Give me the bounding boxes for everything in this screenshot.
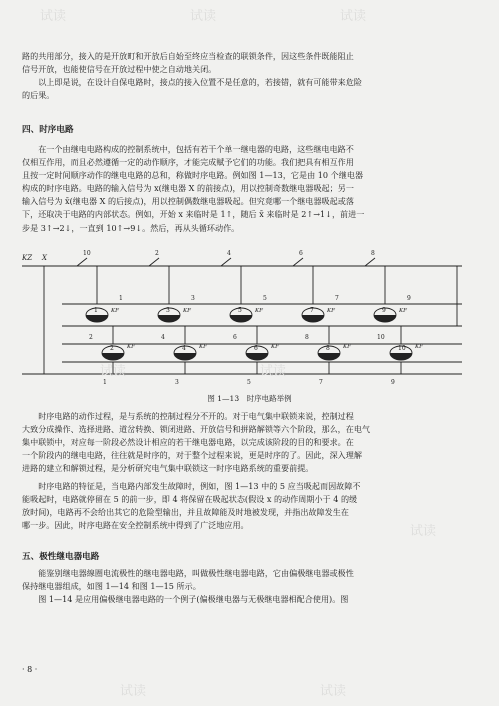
sequential-circuit-diagram: [22, 244, 482, 390]
relay-coil-fill: [390, 353, 412, 360]
contact-label: 5: [263, 295, 267, 302]
contact-symbol: [365, 258, 375, 266]
text-line: 能吸起时，电路就停留在 5 的前一步，即 4 将保留在吸起状态(假设 x 的动作周期小于 4 的缓: [22, 494, 358, 505]
contact-label: 8: [305, 334, 309, 341]
relay-coil-fill: [374, 315, 396, 322]
contact-label: 8: [371, 250, 375, 257]
relay-number: 10: [398, 345, 406, 352]
paragraph-fault-behavior: [22, 480, 478, 532]
contact-label: 7: [319, 379, 323, 386]
relay-coil-fill: [230, 315, 252, 322]
paragraph-polar-intro: [22, 567, 478, 606]
relay-coil-fill: [246, 353, 268, 360]
relay-kf-label: KF: [343, 344, 351, 350]
text-line: 路的共用部分，接入的是开放町和开放后自始至终应当检查的联锁条件，因这些条件既能阻止: [22, 51, 354, 61]
relay-number: 2: [110, 345, 114, 352]
contact-symbol: [77, 258, 87, 266]
text-line: 以上即是说，在设计自保电路时，接点的接入位置不是任意的，若接错，就有可能带来危险: [22, 77, 362, 88]
text-line: 构成的时序电路。电路的输入信号为 x(继电器 X 的前接点)，用以控制奇数继电器吸起；另一: [22, 183, 354, 194]
contact-label: 4: [161, 334, 165, 341]
input-label-kz: KZ: [22, 254, 33, 262]
text-line: 下，还取决于电路的内部状态。例如，开始 x 来临时是 1↑，随后 x̄ 来临时是 2↑→1↓，前进一: [22, 209, 365, 220]
relay-coil-fill: [318, 353, 340, 360]
contact-symbol: [149, 258, 159, 266]
text-line: 时序电路的动作过程，是与系统的控制过程分不开的。对于电气集中联锁来说，控制过程: [22, 411, 354, 421]
relay-coil-fill: [158, 315, 180, 322]
watermark: 试读: [100, 364, 127, 379]
relay-coil-fill: [174, 353, 196, 360]
figure-caption: 图 1—13 时序电路举例: [207, 394, 292, 403]
text-line: 保持继电器组成，如图 1—14 和图 1—15 所示。: [22, 581, 201, 592]
relay-number: 1: [94, 307, 98, 314]
text-line: 的后果。: [22, 90, 55, 101]
text-line: 输入信号为 x̄(继电器 X 的后接点)，用以控制偶数继电器吸起。但究竟哪一个继电器吸起或落: [22, 196, 354, 207]
watermark: 试读: [340, 9, 367, 24]
contact-label: 3: [175, 379, 179, 386]
text-line: 步是 3↑→2↓，一直到 10↑→9↓。然后，再从头循环动作。: [22, 222, 240, 233]
relay-kf-label: KF: [255, 308, 263, 314]
contact-label: 9: [407, 295, 411, 302]
contact-label: 6: [299, 250, 303, 257]
page-number: · 8 ·: [22, 665, 38, 674]
relay-kf-label: KF: [399, 308, 407, 314]
relay-coil-fill: [302, 315, 324, 322]
contact-symbol: [221, 258, 231, 266]
relay-number: 8: [326, 345, 330, 352]
relay-number: 3: [166, 307, 170, 314]
paragraph-interlock: [22, 50, 478, 102]
relay-kf-label: KF: [111, 308, 119, 314]
relay-coil-fill: [86, 315, 108, 322]
contact-label: 6: [233, 334, 237, 341]
watermark: 试读: [190, 9, 217, 24]
text-line: 信号开放，也能使信号在开放过程中使之自动地关闭。: [22, 64, 217, 75]
text-line: 在一个由继电电路构成的控制系统中，包括有若干个单一继电器的电路，这些继电电路不: [22, 144, 354, 154]
contact-label: 10: [377, 334, 385, 341]
relay-kf-label: KF: [327, 308, 335, 314]
contact-label: 1: [119, 295, 123, 302]
relay-number: 7: [310, 307, 314, 314]
text-line: 一个阶段内的继电电路，往往就是时序的，对于整个过程来说，更是时序的了。因此，深入理解: [22, 450, 362, 461]
text-line: 且按一定时间顺序动作的继电电路的总和，称做时序电路。例如图 1—13，它是由 10 个继电器: [22, 170, 364, 181]
contact-label: 9: [391, 379, 395, 386]
contact-label: 3: [191, 295, 195, 302]
relay-kf-label: KF: [183, 308, 191, 314]
text-line: 能鉴别继电器線圈电流极性的继电器电路，叫做极性继电器电路，它由偏极继电器或极性: [22, 568, 354, 578]
text-line: 放时间)，电路再不会给出其它的危险型输出，并且故障能及时地被发现，并指出故障发生在: [22, 507, 349, 518]
watermark: 试读: [120, 684, 147, 699]
relay-kf-label: KF: [127, 344, 135, 350]
text-line: 图 1—14 是应用偏极继电器电路的一个例子(偏极继电器与无极继电器相配合使用)。图: [22, 594, 349, 605]
watermark: 试读: [260, 364, 287, 379]
watermark: 试读: [410, 524, 437, 539]
paragraph-sequential-intro: [22, 143, 478, 235]
watermark: 试读: [320, 684, 347, 699]
input-label-x: X: [42, 254, 47, 262]
contact-label: 7: [335, 295, 339, 302]
watermark: 试读: [40, 9, 67, 24]
text-line: 哪一步。因此，时序电路在安全控制系统中得到了广泛地应用。: [22, 520, 249, 531]
section-heading-sequential: 四、时序电路: [22, 125, 74, 135]
relay-number: 4: [182, 345, 186, 352]
relay-number: 9: [382, 307, 386, 314]
text-line: 集中联锁中，对应每一阶段必然设计相应的若干继电器电路，以完成该阶段的目的和要求。在: [22, 437, 354, 448]
contact-label: 5: [247, 379, 251, 386]
text-line: 时序电路的特征是，当电路内部发生故障时，例如，图 1—13 中的 5 应当吸起而因故障不: [22, 481, 361, 491]
paragraph-control-process: [22, 410, 478, 475]
relay-number: 6: [254, 345, 258, 352]
contact-label: 2: [155, 250, 159, 257]
contact-label: 10: [83, 250, 91, 257]
text-line: 大致分成操作、选择进路、道岔转换、锁闭进路、开放信号和拼路解锁等六个阶段，那么，在电气: [22, 424, 371, 435]
contact-symbol: [293, 258, 303, 266]
relay-coil-fill: [102, 353, 124, 360]
relay-kf-label: KF: [415, 344, 423, 350]
contact-label: 4: [227, 250, 231, 257]
section-heading-polar: 五、极性继电器电路: [22, 552, 100, 562]
relay-kf-label: KF: [271, 344, 279, 350]
contact-label: 2: [89, 334, 93, 341]
text-line: 进路的建立和解锁过程，是分析研究电气集中联锁这一时序电路系统的重要前提。: [22, 463, 314, 474]
contact-label: 1: [103, 379, 107, 386]
relay-number: 5: [238, 307, 242, 314]
relay-kf-label: KF: [199, 344, 207, 350]
text-line: 仅相互作用，而且必然遵循一定的动作顺序，才能完成赋予它们的功能。我们把具有相互作用: [22, 157, 354, 168]
